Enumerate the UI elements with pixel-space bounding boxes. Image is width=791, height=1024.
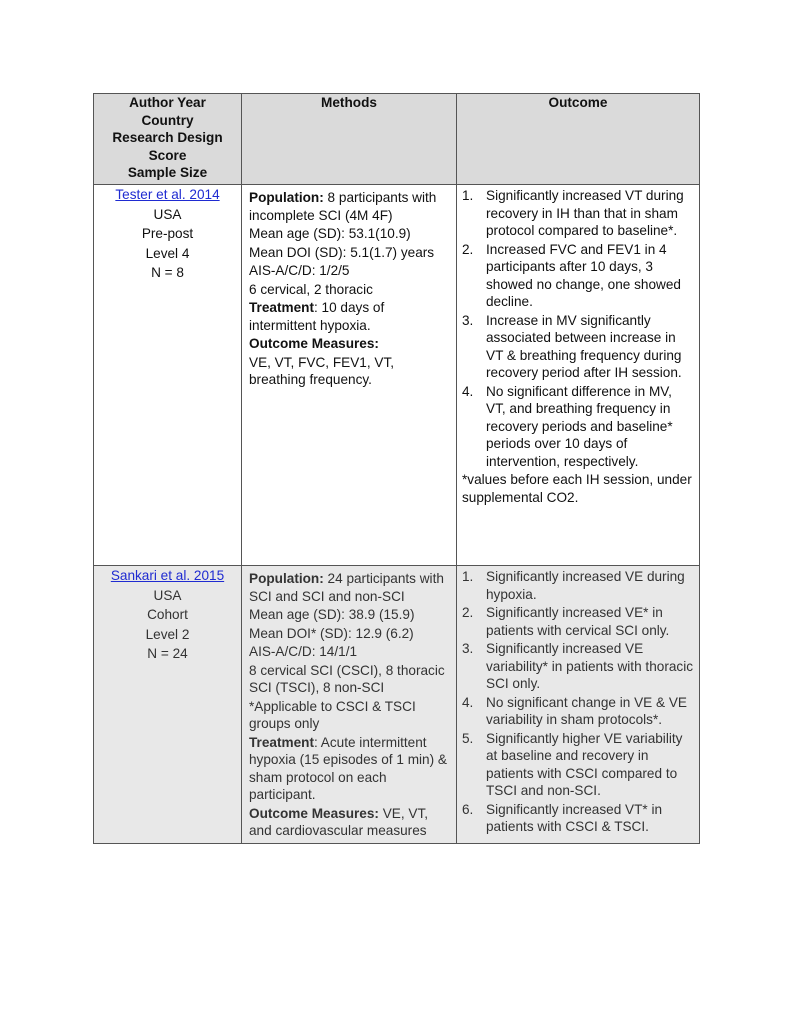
list-item <box>462 241 695 311</box>
mean-age: Mean age (SD): 53.1(10.9) <box>249 226 411 241</box>
header-methods: Methods <box>242 94 457 185</box>
outcome-list <box>462 568 695 836</box>
study-country: USA <box>153 206 182 222</box>
header-sample-size: Sample Size <box>127 165 208 180</box>
study-cell <box>94 185 242 566</box>
list-item <box>462 730 695 800</box>
item-text: Increased FVC and FEV1 in 4 participants after 10 days, 3 showed no change, one showed decline. <box>486 241 681 309</box>
treatment-text: : Acute intermittent hypoxia (15 episodes of 1 min) & sham protocol on each participant. <box>249 734 447 802</box>
population-label: Population: <box>249 571 324 586</box>
item-number: 4. <box>462 694 474 710</box>
header-outcome: Outcome <box>457 94 700 185</box>
injury-levels: 6 cervical, 2 thoracic <box>249 281 373 297</box>
item-text: Significantly increased VE during hypoxia. <box>486 569 685 602</box>
item-text: Significantly higher VE variability at baseline and recovery in patients with CSCI compared to TSCI and non-SCI. <box>486 730 683 798</box>
item-number: 3. <box>462 641 474 656</box>
item-number: 5. <box>462 730 474 746</box>
item-text: No significant change in VE & VE variability in sham protocols*. <box>486 694 687 727</box>
population-label: Population: <box>249 190 324 205</box>
mean-doi: Mean DOI (SD): 5.1(1.7) years <box>249 244 435 260</box>
item-number: 2. <box>462 605 474 620</box>
item-number: 6. <box>462 801 474 817</box>
study-design: Cohort <box>147 607 188 622</box>
list-item <box>462 640 695 693</box>
item-number: 3. <box>462 312 474 328</box>
applicable-note: *Applicable to CSCI & TSCI groups only <box>249 698 416 731</box>
item-text: Significantly increased VT during recovery in IH than that in sham protocol compared to baseline*. <box>486 188 684 238</box>
outcome-list <box>462 187 695 470</box>
list-item <box>462 604 695 639</box>
treatment-label: Treatment <box>249 734 314 750</box>
evidence-table <box>93 93 700 844</box>
item-number: 4. <box>462 383 474 399</box>
study-sample-size: N = 8 <box>151 265 184 280</box>
treatment-text: : 10 days of intermittent hypoxia. <box>249 300 385 333</box>
outcome-measures-text: VE, VT, FVC, FEV1, VT, breathing frequency. <box>249 354 395 387</box>
table-row <box>94 185 700 566</box>
study-link[interactable]: Tester et al. 2014 <box>115 187 220 202</box>
mean-age: Mean age (SD): 38.9 (15.9) <box>249 607 415 622</box>
study-sample-size: N = 24 <box>147 646 188 661</box>
table-row <box>94 566 700 844</box>
header-country: Country <box>141 112 194 128</box>
population-text: 8 participants with incomplete SCI (4M 4F) <box>249 190 437 223</box>
item-number: 1. <box>462 569 474 584</box>
study-country: USA <box>153 587 182 603</box>
outcome-measures <box>249 805 450 840</box>
population-text: 24 participants with SCI and SCI and non-SCI <box>249 571 444 604</box>
methods-cell <box>242 185 457 566</box>
header-author-year: Author Year <box>129 95 206 110</box>
list-item <box>462 383 695 471</box>
list-item <box>462 568 695 603</box>
item-text: No significant difference in MV, VT, and breathing frequency in recovery periods and baseline* periods over 10 days of intervention, respectively. <box>486 383 673 469</box>
study-level: Level 4 <box>145 245 190 261</box>
header-research-design: Research Design <box>112 130 223 145</box>
treatment <box>249 299 450 334</box>
list-item <box>462 694 695 729</box>
treatment-label: Treatment <box>249 300 314 315</box>
outcome-measures-label: Outcome Measures: <box>249 336 379 351</box>
item-number: 2. <box>462 241 474 257</box>
outcome-measures-text: VE, VT, and cardiovascular measures <box>249 805 429 838</box>
study-design: Pre-post <box>141 226 194 241</box>
methods-cell <box>242 566 457 844</box>
outcome-cell <box>457 566 700 844</box>
study-level: Level 2 <box>145 626 190 642</box>
treatment <box>249 734 450 804</box>
header-row <box>94 94 700 185</box>
header-score: Score <box>148 147 187 163</box>
list-item <box>462 312 695 382</box>
population <box>249 570 450 605</box>
item-number: 1. <box>462 188 474 203</box>
list-item <box>462 187 695 240</box>
footnote: *values before each IH session, under supplemental CO2. <box>462 472 692 505</box>
study-link[interactable]: Sankari et al. 2015 <box>110 568 225 583</box>
item-text: Significantly increased VT* in patients with CSCI & TSCI. <box>486 801 663 834</box>
study-cell <box>94 566 242 844</box>
ais-grade: AIS-A/C/D: 14/1/1 <box>249 644 358 659</box>
ais-grade: AIS-A/C/D: 1/2/5 <box>249 263 350 278</box>
outcome-measures-label: Outcome Measures: <box>249 805 379 821</box>
population <box>249 189 450 224</box>
item-text: Significantly increased VE* in patients with cervical SCI only. <box>486 605 670 638</box>
injury-levels: 8 cervical SCI (CSCI), 8 thoracic SCI (TSCI), 8 non-SCI <box>249 662 445 695</box>
item-text: Significantly increased VE variability* in patients with thoracic SCI only. <box>486 641 694 691</box>
header-study-info <box>94 94 242 185</box>
outcome-cell <box>457 185 700 566</box>
list-item <box>462 801 695 836</box>
item-text: Increase in MV significantly associated between increase in VT & breathing frequency during recovery period after IH session. <box>486 312 682 380</box>
mean-doi: Mean DOI* (SD): 12.9 (6.2) <box>249 625 414 641</box>
